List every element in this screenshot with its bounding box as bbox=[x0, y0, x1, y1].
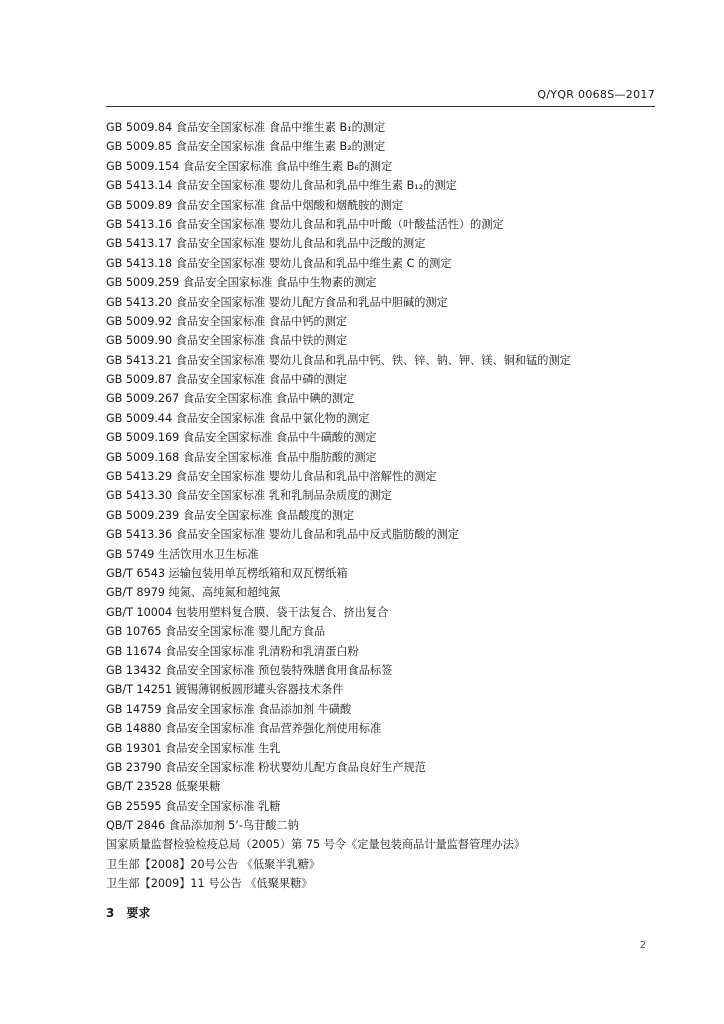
reference-item: GB/T 10004 包装用塑料复合膜、袋干法复合、挤出复合 bbox=[106, 605, 389, 619]
reference-item: GB 10765 食品安全国家标准 婴儿配方食品 bbox=[106, 625, 326, 639]
reference-item: GB 5009.84 食品安全国家标准 食品中维生素 B₁的测定 bbox=[106, 121, 386, 134]
reference-item: GB 5413.20 食品安全国家标准 婴幼儿配方食品和乳品中胆碱的测定 bbox=[106, 295, 448, 309]
reference-item: QB/T 2846 食品添加剂 5’-鸟苷酸二钠 bbox=[106, 819, 299, 833]
reference-item: GB 5413.30 食品安全国家标准 乳和乳制品杂质度的测定 bbox=[106, 489, 392, 503]
normative-references-list bbox=[106, 118, 666, 894]
reference-item: GB 5009.89 食品安全国家标准 食品中烟酸和烟酰胺的测定 bbox=[106, 198, 404, 212]
reference-item: GB 23790 食品安全国家标准 粉状婴幼儿配方食品良好生产规范 bbox=[106, 760, 426, 774]
reference-item: GB/T 14251 镀锡薄钢板圆形罐头容器技术条件 bbox=[106, 683, 344, 697]
reference-item: GB 14759 食品安全国家标准 食品添加剂 牛磺酸 bbox=[106, 702, 352, 716]
reference-item: GB 5009.168 食品安全国家标准 食品中脂肪酸的测定 bbox=[106, 450, 377, 464]
header-divider bbox=[106, 106, 655, 107]
reference-item: GB 5009.267 食品安全国家标准 食品中碘的测定 bbox=[106, 392, 355, 406]
reference-item: GB/T 8979 纯氮、高纯氮和超纯氮 bbox=[106, 586, 281, 600]
reference-item: GB 5413.14 食品安全国家标准 婴幼儿食品和乳品中维生素 B₁₂的测定 bbox=[106, 179, 457, 193]
reference-item: GB 5009.92 食品安全国家标准 食品中钙的测定 bbox=[106, 314, 348, 328]
reference-item: GB 13432 食品安全国家标准 预包装特殊膳食用食品标签 bbox=[106, 663, 393, 677]
reference-item: GB/T 23528 低聚果糖 bbox=[106, 780, 221, 794]
reference-item: GB 5009.259 食品安全国家标准 食品中生物素的测定 bbox=[106, 276, 377, 290]
reference-item: GB 5413.17 食品安全国家标准 婴幼儿食品和乳品中泛酸的测定 bbox=[106, 237, 426, 251]
reference-item: GB 5009.154 食品安全国家标准 食品中维生素 B₆的测定 bbox=[106, 159, 393, 173]
reference-item: GB 5009.169 食品安全国家标准 食品中牛磺酸的测定 bbox=[106, 431, 377, 445]
reference-item: GB 25595 食品安全国家标准 乳糖 bbox=[106, 799, 281, 813]
reference-item: GB 5413.36 食品安全国家标准 婴幼儿食品和乳品中反式脂肪酸的测定 bbox=[106, 528, 459, 542]
reference-item: GB 11674 食品安全国家标准 乳清粉和乳清蛋白粉 bbox=[106, 644, 359, 658]
reference-item: GB 5413.16 食品安全国家标准 婴幼儿食品和乳品中叶酸（叶酸盐活性）的测定 bbox=[106, 217, 504, 231]
reference-item: GB 5009.85 食品安全国家标准 食品中维生素 B₂的测定 bbox=[106, 140, 386, 154]
reference-item: GB 5413.18 食品安全国家标准 婴幼儿食品和乳品中维生素 C 的测定 bbox=[106, 256, 452, 270]
reference-item: GB 5009.44 食品安全国家标准 食品中氯化物的测定 bbox=[106, 411, 370, 425]
reference-item: GB 14880 食品安全国家标准 食品营养强化剂使用标准 bbox=[106, 722, 382, 736]
reference-item: GB 5413.29 食品安全国家标准 婴幼儿食品和乳品中溶解性的测定 bbox=[106, 470, 437, 484]
reference-item: GB 5009.87 食品安全国家标准 食品中磷的测定 bbox=[106, 373, 348, 387]
section-title: 要求 bbox=[126, 906, 151, 920]
section-number: 3 bbox=[106, 906, 115, 920]
page-number: 2 bbox=[639, 940, 646, 951]
reference-item: GB 5749 生活饮用水卫生标准 bbox=[106, 547, 259, 561]
reference-item: GB 5009.90 食品安全国家标准 食品中铁的测定 bbox=[106, 334, 348, 348]
reference-item: GB 19301 食品安全国家标准 生乳 bbox=[106, 741, 281, 755]
reference-item: GB/T 6543 运输包装用单瓦楞纸箱和双瓦楞纸箱 bbox=[106, 566, 348, 580]
reference-item: 卫生部【2009】11 号公告 《低聚果糖》 bbox=[106, 877, 313, 891]
reference-item: 国家质量监督检验检疫总局（2005）第 75 号令《定量包装商品计量监督管理办法》 bbox=[106, 838, 526, 852]
reference-item: GB 5413.21 食品安全国家标准 婴幼儿食品和乳品中钙、铁、锌、钠、钾、镁、铜和锰的测定 bbox=[106, 353, 571, 367]
section-heading bbox=[106, 904, 150, 921]
reference-item: 卫生部【2008】20号公告 《低聚半乳糖》 bbox=[106, 857, 321, 871]
document-code: Q/YQR 0068S—2017 bbox=[537, 88, 655, 101]
reference-item: GB 5009.239 食品安全国家标准 食品酸度的测定 bbox=[106, 508, 355, 522]
